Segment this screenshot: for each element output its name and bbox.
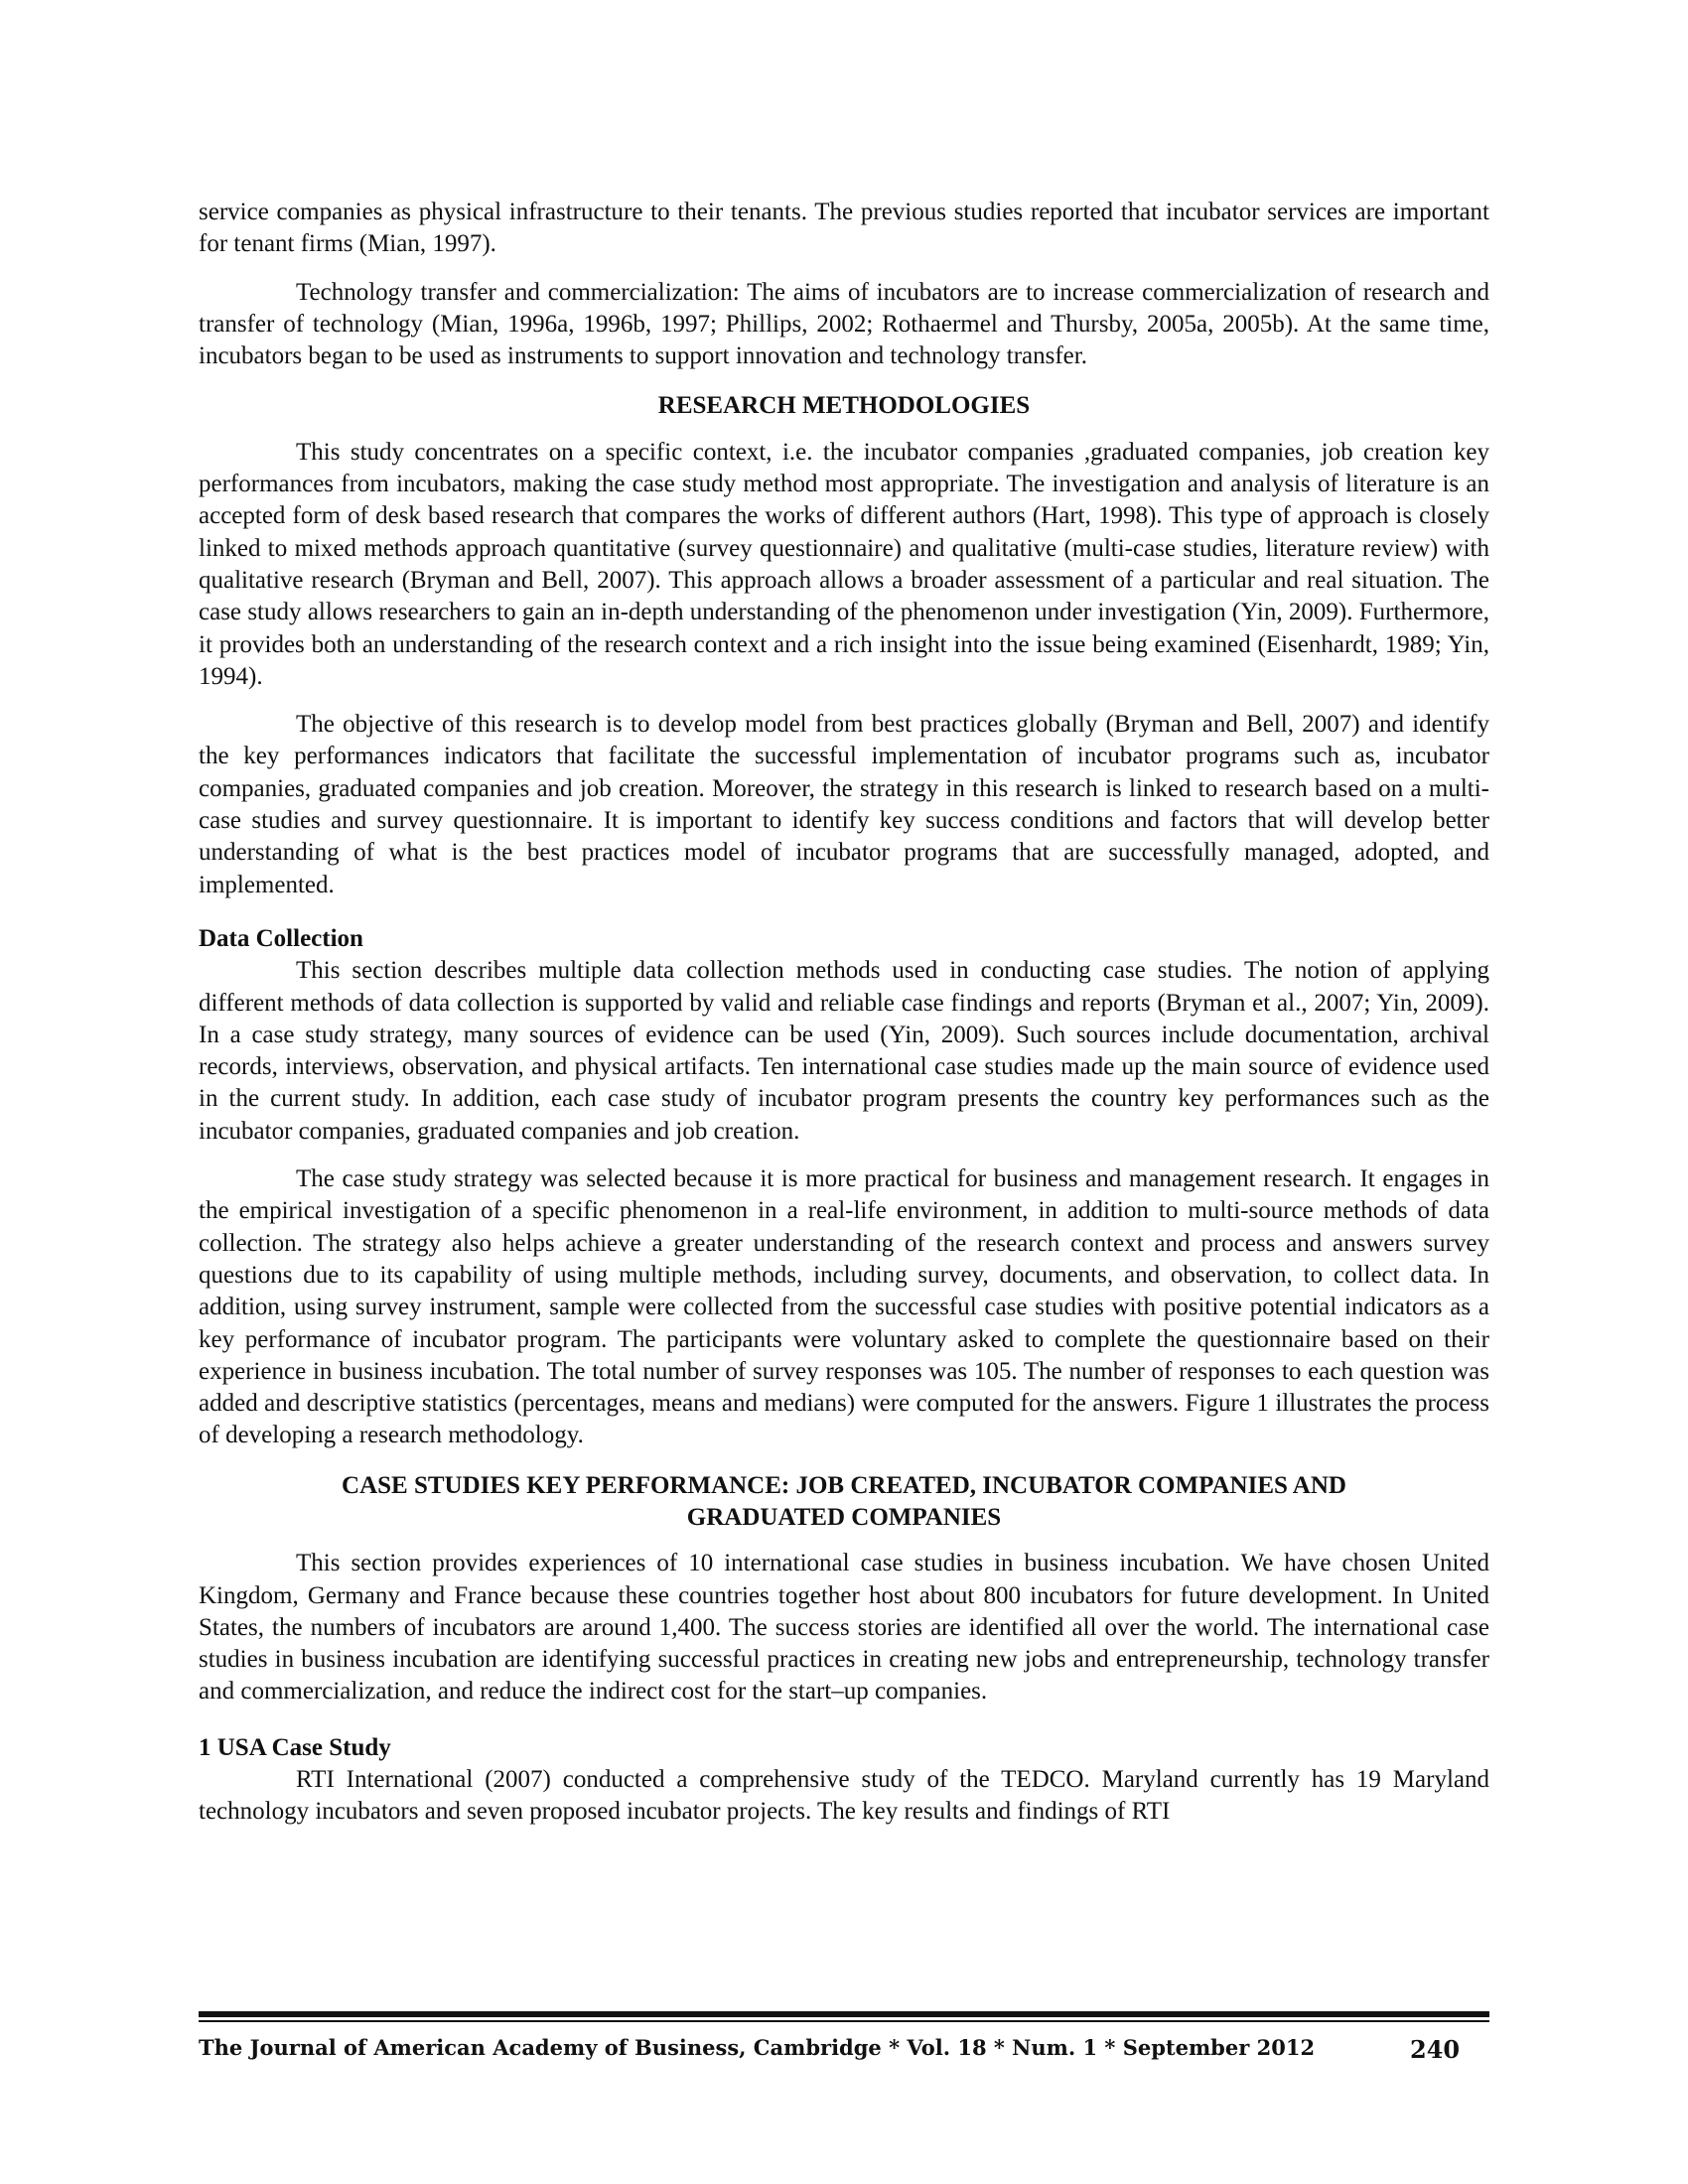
case-studies-heading — [199, 1470, 1489, 1535]
footer-rule-thick — [199, 2011, 1489, 2017]
document-body — [199, 197, 1489, 1829]
intro-paragraph-1: service companies as physical infrastructure to their tenants. The previous studies reported that incubator services are important for tenant firms (Mian, 1997). — [199, 199, 1489, 258]
journal-citation: The Journal of American Academy of Business, Cambridge * Vol. 18 * Num. 1 * September 2012 — [199, 2035, 1316, 2060]
data-collection-paragraph-2: The case study strategy was selected because it is more practical for business and management research. It engages in the empirical investigation of a specific phenomenon in a real-life environment, in addition to multi-source methods of data collection. The strategy also helps achieve a greater understanding of the research context and process and answers survey questions due to its capability of using multiple methods, including survey, documents, and observation, to collect data. In addition, using survey instrument, sample were collected from the successful case studies with positive potential indicators as a key performance of incubator program. The participants were voluntary asked to complete the questionnaire based on their experience in business incubation. The total number of survey responses was 105. The number of responses to each question was added and descriptive statistics (percentages, means and medians) were computed for the answers. Figure 1 illustrates the process of developing a research methodology. — [199, 1165, 1489, 1449]
page-number: 240 — [1410, 2035, 1461, 2064]
usa-case-study-heading: 1 USA Case Study — [199, 1733, 391, 1761]
case-studies-heading-line-2: GRADUATED COMPANIES — [686, 1503, 1002, 1531]
methodology-paragraph-1: This study concentrates on a specific context, i.e. the incubator companies ,graduated companies, job creation key performances from incubators, making the case study method most appropriate. The investigation and analysis of literature is an accepted form of desk based research that compares the works of different authors (Hart, 1998). This type of approach is closely linked to mixed methods approach quantitative (survey questionnaire) and qualitative (multi-case studies, literature review) with qualitative research (Bryman and Bell, 2007). This approach allows a broader assessment of a particular and real situation. The case study allows researchers to gain an in-depth understanding of the phenomenon under investigation (Yin, 2009). Furthermore, it provides both an understanding of the research context and a rich insight into the issue being examined (Eisenhardt, 1989; Yin, 1994). — [199, 438, 1489, 690]
research-methodologies-heading: RESEARCH METHODOLOGIES — [657, 392, 1031, 420]
data-collection-paragraph-1: This section describes multiple data collection methods used in conducting case studies. The notion of applying different methods of data collection is supported by valid and reliable case findings and reports (Bryman et al., 2007; Yin, 2009). In a case study strategy, many sources of evidence can be used (Yin, 2009). Such sources include documentation, archival records, interviews, observation, and physical artifacts. Ten international case studies made up the main source of evidence used in the current study. In addition, each case study of incubator program presents the country key performances such as the incubator companies, graduated companies and job creation. — [199, 957, 1489, 1145]
data-collection-heading: Data Collection — [199, 924, 363, 952]
case-studies-heading-line-1: CASE STUDIES KEY PERFORMANCE: JOB CREATED, INCUBATOR COMPANIES AND — [342, 1471, 1346, 1499]
footer-rule-thin — [199, 2020, 1489, 2022]
intro-paragraph-2: Technology transfer and commercialization: The aims of incubators are to increase commercialization of research and transfer of technology (Mian, 1996a, 1996b, 1997; Phillips, 2002; Rothaermel and Thursby, 2005a, 2005b). At the same time, incubators began to be used as instruments to support innovation and technology transfer. — [199, 278, 1489, 370]
methodology-paragraph-2: The objective of this research is to develop model from best practices globally (Bryman and Bell, 2007) and identify the key performances indicators that facilitate the successful implementation of incubator programs such as, incubator companies, graduated companies and job creation. Moreover, the strategy in this research is linked to research based on a multi-case studies and survey questionnaire. It is important to identify key success conditions and factors that will develop better understanding of what is the best practices model of incubator programs that are successfully managed, adopted, and implemented. — [199, 711, 1489, 898]
footer-rule — [199, 2011, 1489, 2022]
usa-case-study-paragraph: RTI International (2007) conducted a comprehensive study of the TEDCO. Maryland currently has 19 Maryland technology incubators and seven proposed incubator projects. The key results and findings of RTI — [199, 1766, 1489, 1826]
case-studies-paragraph: This section provides experiences of 10 international case studies in business incubation. We have chosen United Kingdom, Germany and France because these countries together host about 800 incubators for future development. In United States, the numbers of incubators are around 1,400. The success stories are identified all over the world. The international case studies in business incubation are identifying successful practices in creating new jobs and entrepreneurship, technology transfer and commercialization, and reduce the indirect cost for the start–up companies. — [199, 1550, 1489, 1706]
